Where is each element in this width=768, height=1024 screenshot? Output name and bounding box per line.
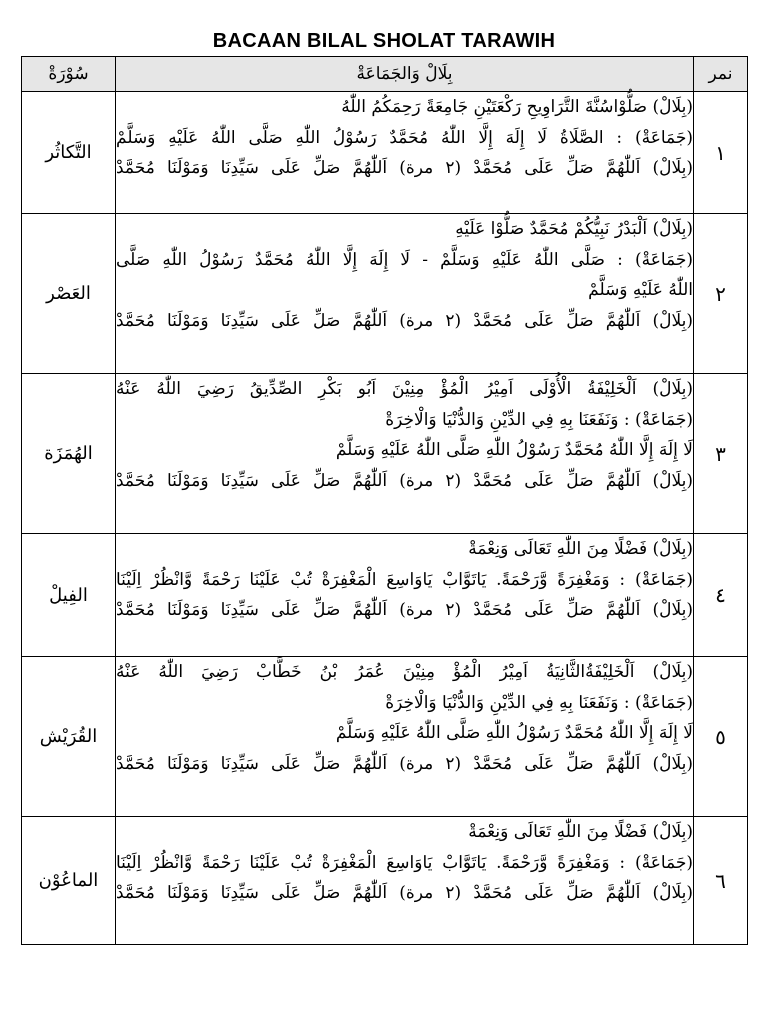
recitation-line: (بِلَالْ) اَللّٰهُمَّ صَلِّ عَلَى مُحَمَّدْ (٢ مرة) اَللّٰهُمَّ صَلِّ عَلَى سَيِّدِنَا وَمَوْلَنَا مُحَمَّدْ bbox=[116, 600, 693, 620]
recitation-line: (جَمَاعَةْ) : الصَّلَاةُ لَا إِلَهَ إِلَّا اللّٰهُ مُحَمَّدٌ رَسُوْلُ اللّٰهِ صَلَّى اللّٰهُ عَلَيْهِ وَسَلَّمْ bbox=[116, 127, 693, 148]
document-title: BACAAN BILAL SHOLAT TARAWIH bbox=[212, 30, 556, 52]
table-row bbox=[22, 374, 748, 534]
row-surah: الهُمَزَة bbox=[22, 374, 116, 534]
row-recitation bbox=[116, 214, 694, 374]
row-number: ٢ bbox=[694, 214, 748, 374]
table-row bbox=[22, 534, 748, 657]
header-bilal-jamaah: بِلَالْ وَالجَمَاعَةْ bbox=[116, 57, 694, 92]
recitation-line: (بِلَالْ) اَلْخَلِيْفَةُالثَّانِيَةُ اَمِيْرُ الْمُؤْ مِنِيْنَ عُمَرُ بْنُ خَطَّابْ رَضِيَ اللّٰهُ عَنْهُ bbox=[116, 662, 693, 682]
recitation-line: (جَمَاعَةْ) : وَمَغْفِرَةً وَّرَحْمَةً. يَاتَوَّابْ يَاوَاسِعَ الْمَغْفِرَةْ تُبْ عَلَيْنَا رَحْمَةً وَّانْظُرْ اِلَيْنَا bbox=[116, 569, 693, 590]
table-row bbox=[22, 214, 748, 374]
table-row bbox=[22, 657, 748, 817]
recitation-line: (بِلَالْ) اَللّٰهُمَّ صَلِّ عَلَى مُحَمَّدْ (٢ مرة) اَللّٰهُمَّ صَلِّ عَلَى سَيِّدِنَا وَمَوْلَنَا مُحَمَّدْ bbox=[116, 470, 693, 491]
row-surah: القُرَيْش bbox=[22, 657, 116, 817]
row-number: ٤ bbox=[694, 534, 748, 657]
recitation-line: اللّٰهُ عَلَيْهِ وَسَلَّمْ bbox=[588, 280, 693, 300]
row-surah: العَصْر bbox=[22, 214, 116, 374]
row-recitation bbox=[116, 374, 694, 534]
row-surah: التَّكاثُر bbox=[22, 92, 116, 214]
header-surah: سُوْرَةْ bbox=[22, 57, 116, 92]
row-recitation bbox=[116, 534, 694, 657]
recitation-line: (جَمَاعَةْ) : وَنَفَعَنَا بِهِ فِي الدِّيْنِ وَالدُّنْيَا وَالْاخِرَةْ bbox=[385, 692, 693, 713]
recitation-line: (بِلَالْ) اَللّٰهُمَّ صَلِّ عَلَى مُحَمَّدْ (٢ مرة) اَللّٰهُمَّ صَلِّ عَلَى سَيِّدِنَا وَمَوْلَنَا مُحَمَّدْ bbox=[116, 883, 693, 903]
recitation-line: (بِلَالْ) اَللّٰهُمَّ صَلِّ عَلَى مُحَمَّدْ (٢ مرة) اَللّٰهُمَّ صَلِّ عَلَى سَيِّدِنَا وَمَوْلَنَا مُحَمَّدْ bbox=[116, 310, 693, 331]
recitation-line: (جَمَاعَةْ) : صَلَّى اللّٰهُ عَلَيْهِ وَسَلَّمْ - لَا إِلَهَ إِلَّا اللّٰهُ مُحَمَّدٌ رَسُوْلُ اللّٰهِ صَلَّى bbox=[116, 249, 693, 270]
tarawih-table bbox=[21, 56, 748, 945]
row-number: ١ bbox=[694, 92, 748, 214]
row-number: ٥ bbox=[694, 657, 748, 817]
row-surah: الماعُوْن bbox=[22, 817, 116, 945]
table-row bbox=[22, 92, 748, 214]
recitation-line: (جَمَاعَةْ) : وَمَغْفِرَةً وَّرَحْمَةً. يَاتَوَّابْ يَاوَاسِعَ الْمَغْفِرَةْ تُبْ عَلَيْنَا رَحْمَةً وَّانْظُرْ اِلَيْنَا bbox=[116, 852, 693, 873]
row-recitation bbox=[116, 817, 694, 945]
row-number: ٦ bbox=[694, 817, 748, 945]
recitation-line: (بِلَالْ) اَلْخَلِيْفَةُ الْأُوْلَى اَمِيْرُ الْمُؤْ مِنِيْنَ اَبُو بَكْرِ الصِّدِّيقُ رَضِيَ اللّٰهُ عَنْهُ bbox=[116, 379, 693, 399]
row-recitation bbox=[116, 657, 694, 817]
recitation-line: (بِلَالْ) صَلُّوْاسُنَّةَ التَّرَاوِيحِ رَكْعَتَيْنِ جَامِعَةً رَحِمَكُمُ اللّٰهُ bbox=[341, 97, 693, 117]
recitation-line: (بِلَالْ) اَللّٰهُمَّ صَلِّ عَلَى مُحَمَّدْ (٢ مرة) اَللّٰهُمَّ صَلِّ عَلَى سَيِّدِنَا وَمَوْلَنَا مُحَمَّدْ bbox=[116, 158, 693, 178]
recitation-line: لَا إِلَهَ إِلَّا اللّٰهُ مُحَمَّدٌ رَسُوْلُ اللّٰهِ صَلَّى اللّٰهُ عَلَيْهِ وَسَلَّمْ bbox=[335, 723, 693, 743]
recitation-line: (بِلَالْ) اَللّٰهُمَّ صَلِّ عَلَى مُحَمَّدْ (٢ مرة) اَللّٰهُمَّ صَلِّ عَلَى سَيِّدِنَا وَمَوْلَنَا مُحَمَّدْ bbox=[116, 753, 693, 774]
row-number: ٣ bbox=[694, 374, 748, 534]
recitation-line: (بِلَالْ) اَلْبَدْرُ نَبِيُّكُمْ مُحَمَّدٌ صَلُّوْا عَلَيْهِ bbox=[455, 219, 693, 239]
recitation-line: لَا إِلَهَ إِلَّا اللّٰهُ مُحَمَّدٌ رَسُوْلُ اللّٰهِ صَلَّى اللّٰهُ عَلَيْهِ وَسَلَّمْ bbox=[335, 440, 693, 460]
row-surah: الفِيلْ bbox=[22, 534, 116, 657]
table-header-row bbox=[22, 57, 748, 92]
recitation-line: (بِلَالْ) فَضْلًا مِنَ اللّٰهِ تَعَالَى وَنِعْمَةْ bbox=[468, 822, 693, 842]
table-row bbox=[22, 817, 748, 945]
recitation-line: (جَمَاعَةْ) : وَنَفَعَنَا بِهِ فِي الدِّيْنِ وَالدُّنْيَا وَالْاخِرَةْ bbox=[385, 409, 693, 430]
recitation-line: (بِلَالْ) فَضْلًا مِنَ اللّٰهِ تَعَالَى وَنِعْمَةْ bbox=[468, 539, 693, 559]
header-number: نمر bbox=[694, 57, 748, 92]
row-recitation bbox=[116, 92, 694, 214]
